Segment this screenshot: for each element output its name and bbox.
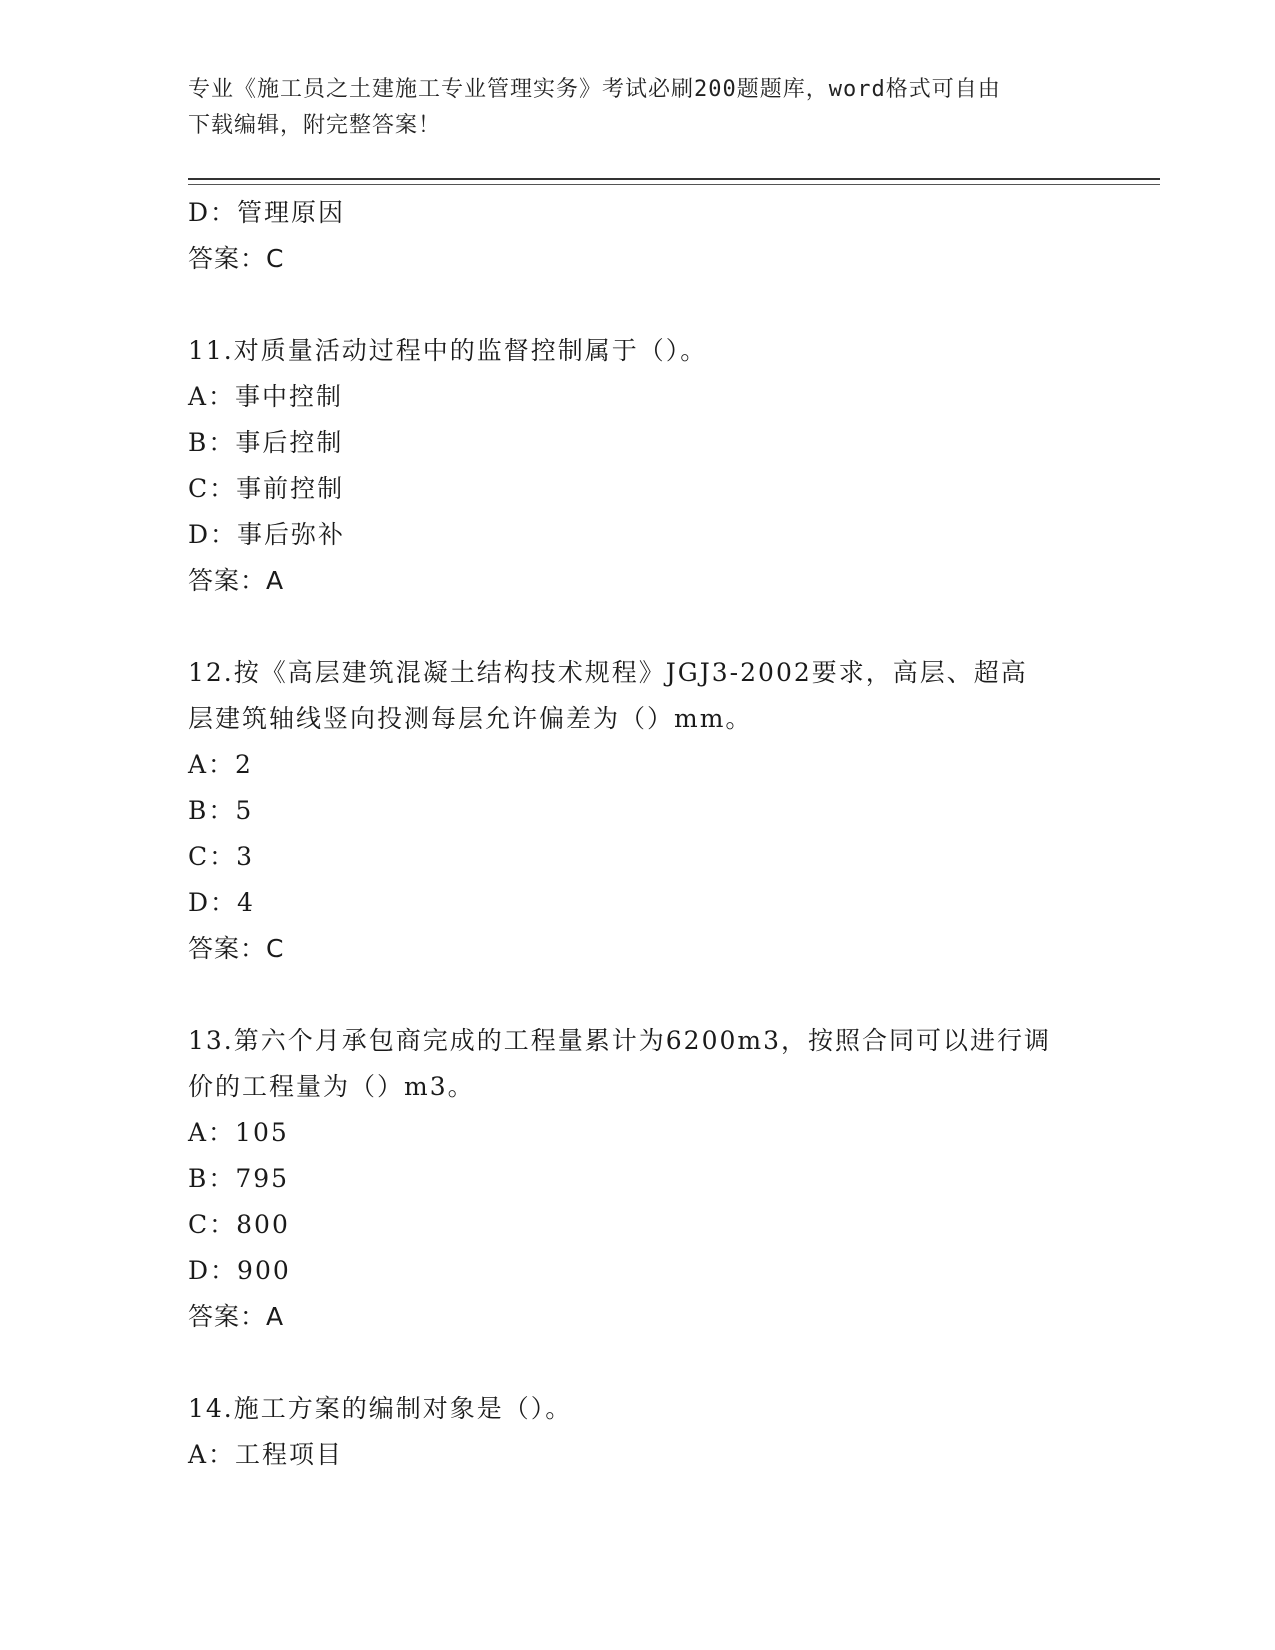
- document-body: [188, 190, 1088, 1478]
- option-a: A：2: [188, 750, 253, 779]
- option-d: D：事后弥补: [188, 520, 346, 549]
- option-c: C：事前控制: [188, 474, 345, 503]
- spacer: [188, 604, 1088, 650]
- spacer: [188, 972, 1088, 1018]
- option-d: D：900: [188, 1256, 291, 1285]
- answer: 答案：A: [188, 566, 285, 595]
- option-a: A：105: [188, 1118, 289, 1147]
- prev-option-d: D：管理原因: [188, 198, 346, 227]
- header-divider-thin: [188, 184, 1160, 185]
- option-b: B：795: [188, 1164, 290, 1193]
- header-line-2: 下载编辑，附完整答案！: [188, 113, 442, 138]
- spacer: [188, 282, 1088, 328]
- document-header: [188, 72, 1088, 144]
- question-text: 11.对质量活动过程中的监督控制属于（）。: [188, 336, 708, 365]
- question-13: [188, 1018, 1088, 1110]
- spacer: [188, 1340, 1088, 1386]
- question-12: [188, 650, 1088, 742]
- option-d: D：4: [188, 888, 255, 917]
- option-b: B：5: [188, 796, 254, 825]
- answer: 答案：C: [188, 934, 285, 963]
- option-a: A：事中控制: [188, 382, 344, 411]
- option-b: B：事后控制: [188, 428, 344, 457]
- header-line-1: 专业《施工员之土建施工专业管理实务》考试必刷200题题库，word格式可自由: [188, 77, 1001, 102]
- option-c: C：800: [188, 1210, 290, 1239]
- question-text: 14.施工方案的编制对象是（）。: [188, 1394, 573, 1423]
- prev-answer: 答案：C: [188, 244, 285, 273]
- header-divider-thick: [188, 178, 1160, 180]
- question-text-line-1: 12.按《高层建筑混凝土结构技术规程》JGJ3-2002要求，高层、超高: [188, 658, 1028, 687]
- question-text-line-2: 层建筑轴线竖向投测每层允许偏差为（）mm。: [188, 704, 753, 733]
- question-11: [188, 328, 1088, 374]
- question-text-line-1: 13.第六个月承包商完成的工程量累计为6200m3，按照合同可以进行调: [188, 1026, 1051, 1055]
- question-text-line-2: 价的工程量为（）m3。: [188, 1072, 475, 1101]
- answer: 答案：A: [188, 1302, 285, 1331]
- option-c: C：3: [188, 842, 255, 871]
- option-a: A：工程项目: [188, 1440, 344, 1469]
- question-14: [188, 1386, 1088, 1432]
